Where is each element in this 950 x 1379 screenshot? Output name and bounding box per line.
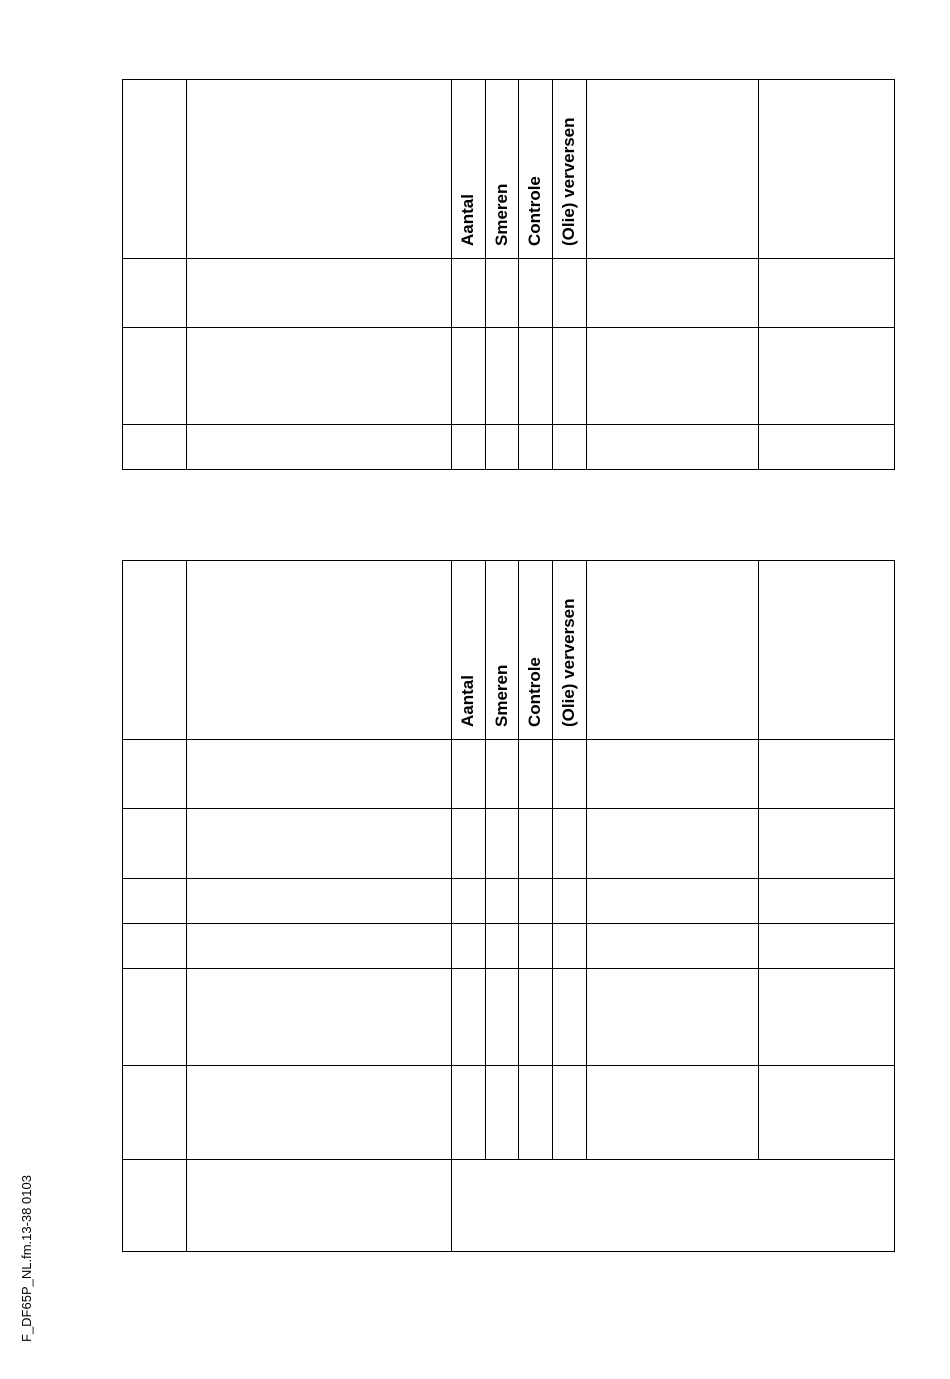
- table-column-line: [451, 560, 452, 1252]
- column-header-1: Aantal: [458, 194, 477, 246]
- table-row-line: [122, 424, 895, 425]
- table-column-line: [758, 79, 759, 470]
- table-column-line: [586, 79, 587, 470]
- table-row-line: [122, 327, 895, 328]
- column-header-1: Aantal: [458, 675, 477, 727]
- table-row-line: [122, 1251, 895, 1252]
- table-column-line: [552, 79, 553, 470]
- table-column-line: [485, 79, 486, 470]
- table-row-line: [122, 878, 895, 879]
- table-row-line: [122, 923, 895, 924]
- table-row-line: [122, 469, 895, 470]
- column-header-3: Controle: [525, 176, 544, 246]
- table-row-line: [122, 968, 895, 969]
- table-row-line: [122, 79, 895, 80]
- table-column-line: [485, 560, 486, 1160]
- table-column-line: [518, 79, 519, 470]
- table-row-line: [122, 739, 895, 740]
- table-column-line: [451, 79, 452, 470]
- table-column-line: [758, 560, 759, 1160]
- table-row-line: [122, 560, 895, 561]
- column-header-2: Smeren: [491, 664, 511, 727]
- table-column-line: [518, 560, 519, 1160]
- table-column-line: [122, 560, 123, 1252]
- table-column-line: [552, 560, 553, 1160]
- table-column-line: [894, 79, 895, 470]
- table-column-line: [122, 79, 123, 470]
- column-header-4: (Olie) verversen: [559, 117, 578, 246]
- table-column-line: [894, 560, 895, 1252]
- table-row-line: [122, 258, 895, 259]
- column-header-3: Controle: [525, 657, 544, 727]
- table-row-line: [122, 808, 895, 809]
- footer-file-reference: F_DF65P_NL.fm.13-38 0103: [19, 1175, 34, 1342]
- table-column-line: [186, 560, 187, 1252]
- column-header-2: Smeren: [491, 183, 511, 246]
- table-row-line: [122, 1159, 895, 1160]
- column-header-4: (Olie) verversen: [559, 598, 578, 727]
- table-row-line: [122, 1065, 895, 1066]
- table-column-line: [186, 79, 187, 470]
- table-column-line: [586, 560, 587, 1160]
